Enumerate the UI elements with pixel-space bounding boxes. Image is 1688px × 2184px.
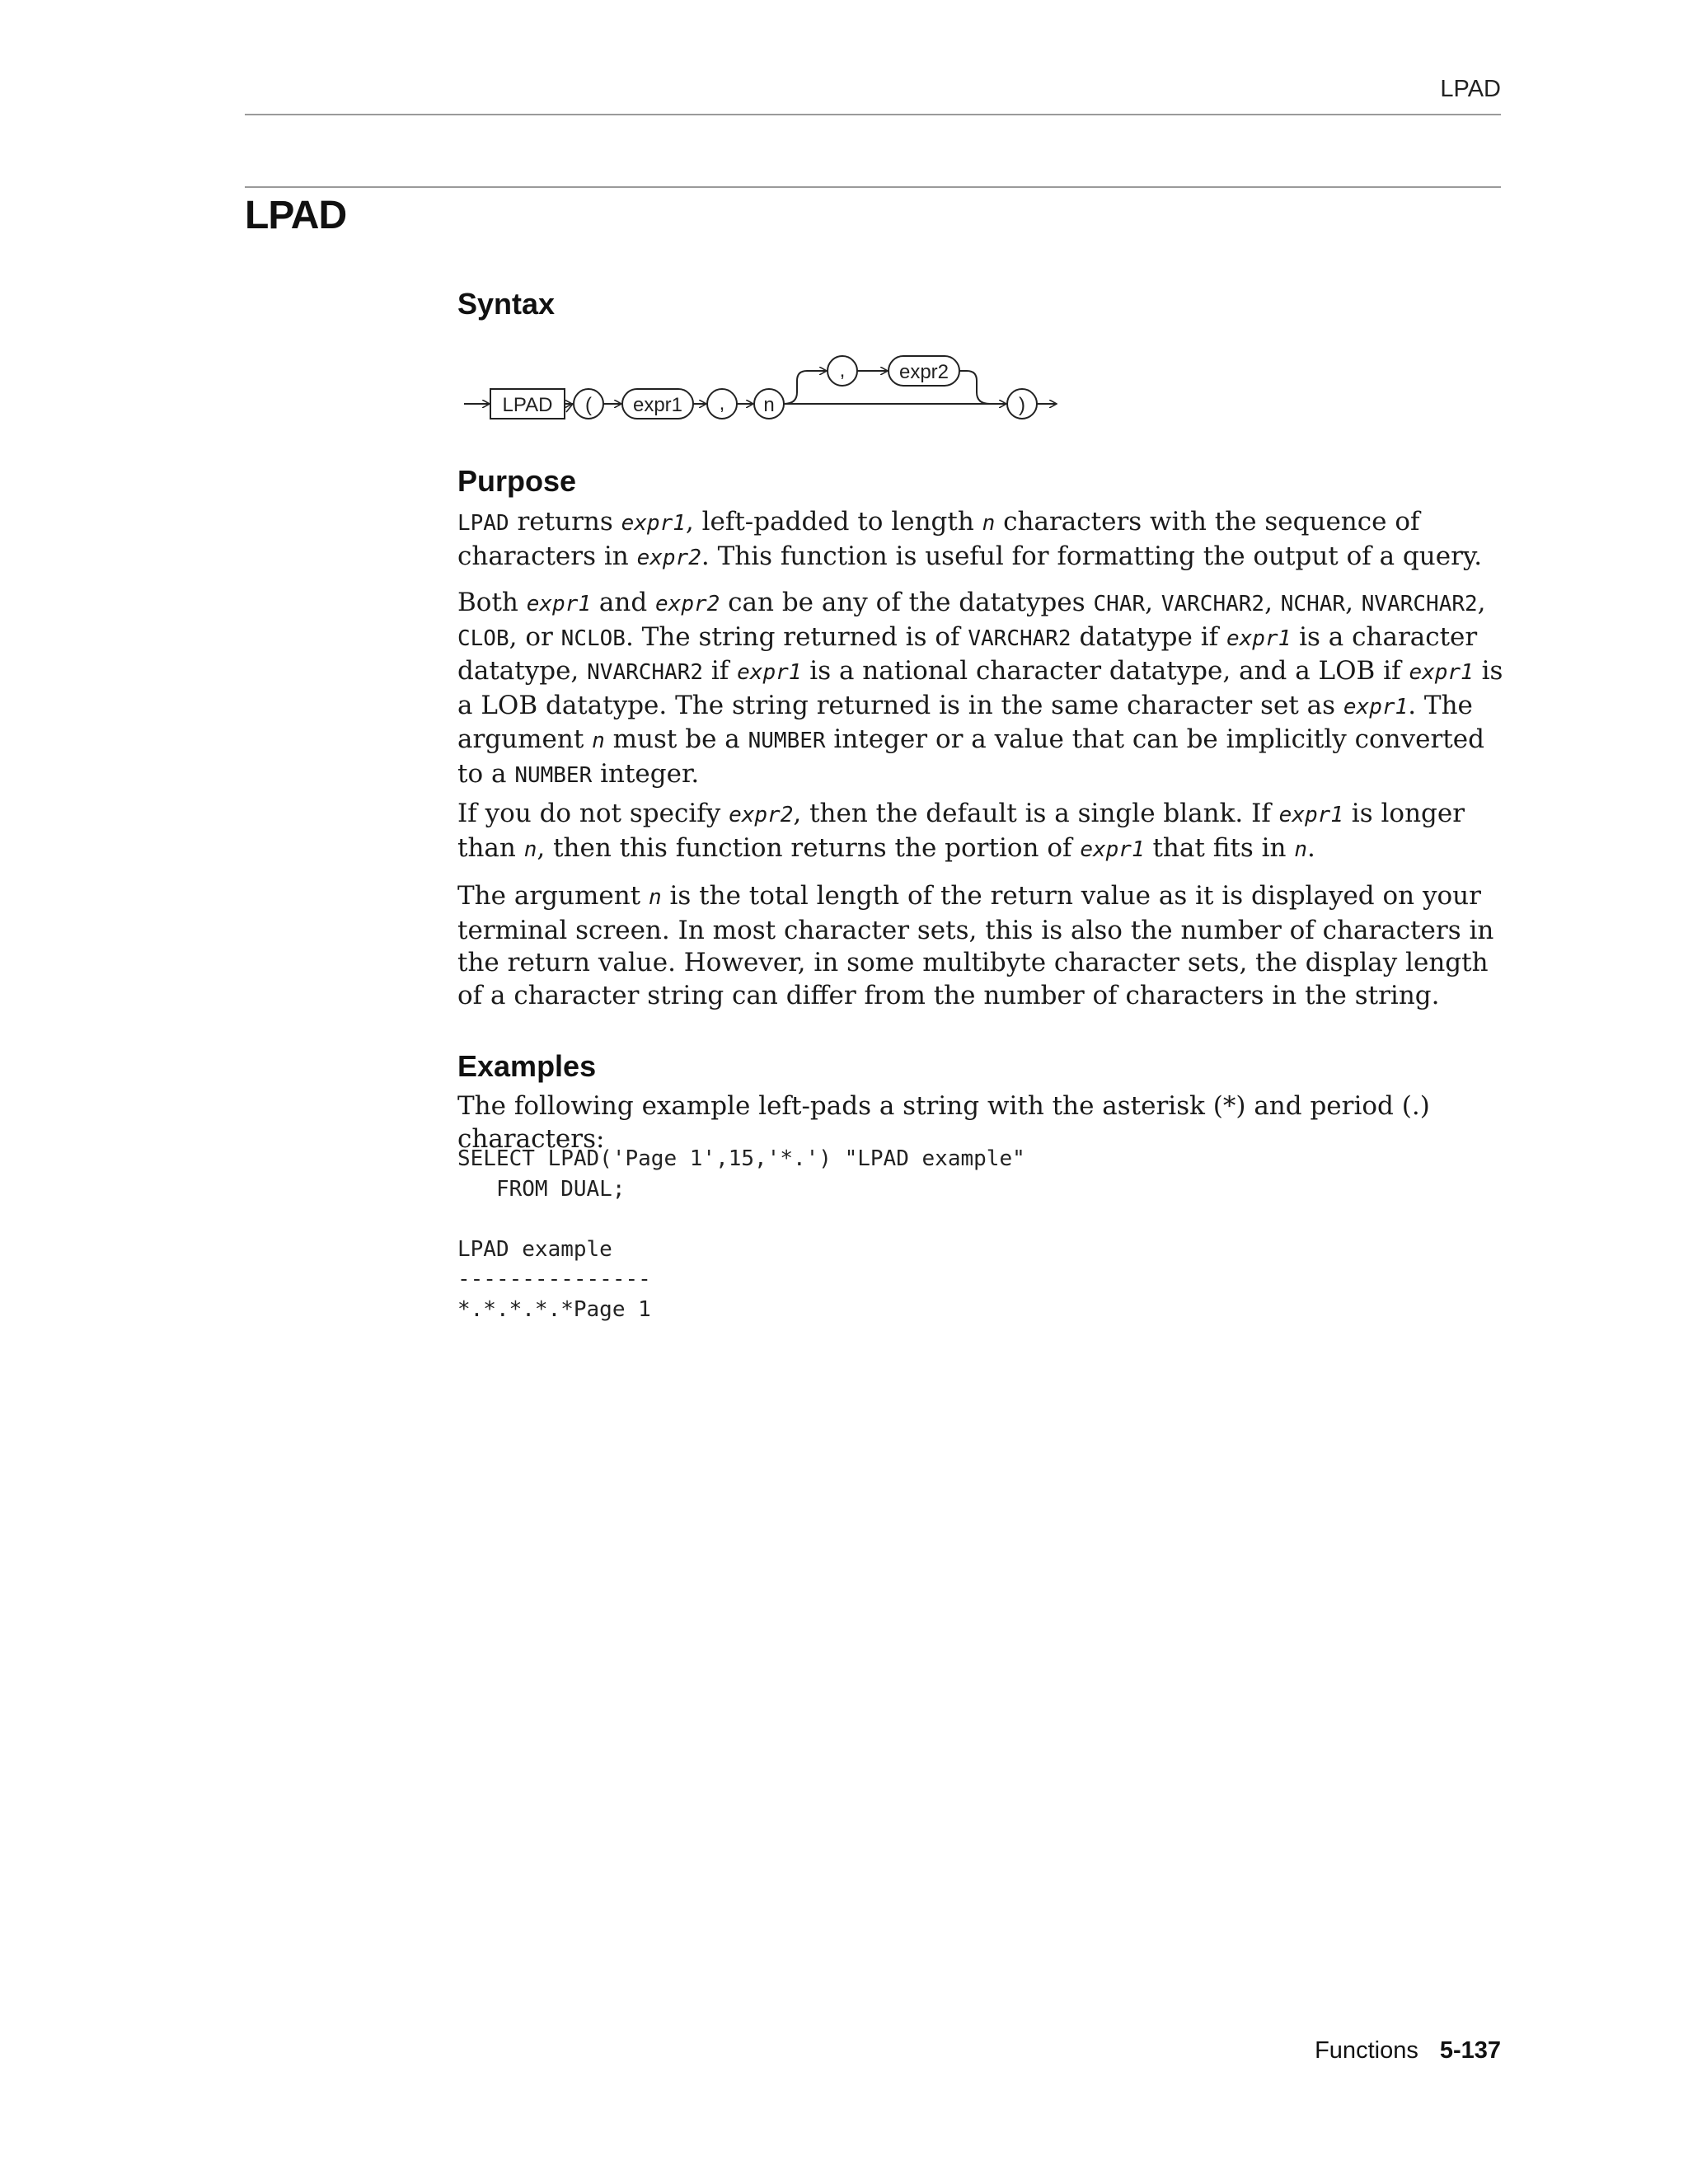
page-footer xyxy=(1315,2037,1501,2064)
purpose-paragraph-1: LPAD returns expr1, left-padded to length n characters with the sequence of characters in expr2. This function is useful for formatting the output of a query. xyxy=(457,507,1483,571)
footer-page-number: 5-137 xyxy=(1439,2037,1501,2064)
header-rule xyxy=(245,114,1501,115)
running-header-title: LPAD xyxy=(1440,76,1501,102)
examples-heading: Examples xyxy=(457,1049,597,1083)
diagram-keyword-lpad: LPAD xyxy=(502,394,553,416)
purpose-paragraph-3: If you do not specify expr2, then the default is a single blank. If expr1 is longer than n, then this function returns the portion of expr1 that fits in n. xyxy=(457,799,1465,863)
code-lpad: LPAD xyxy=(457,511,509,536)
purpose-heading: Purpose xyxy=(457,464,577,498)
diagram-close-paren: ) xyxy=(1019,394,1025,416)
page-title: LPAD xyxy=(245,194,347,237)
diagram-arg-expr1: expr1 xyxy=(632,394,683,416)
purpose-paragraph-4: The argument n is the total length of the return value as it is displayed on your terminal screen. In most character sets, this is also the number of characters in the return value. However, in some multibyte character sets, the display length of a character string can differ from the number of characters in the string. xyxy=(457,881,1494,1010)
diagram-arg-expr2: expr2 xyxy=(898,361,950,383)
footer-section: Functions xyxy=(1315,2037,1418,2064)
example-code-block: SELECT LPAD('Page 1',15,'*.') "LPAD example" FROM DUAL; LPAD example --------------- *.*.*.*.*Page 1 xyxy=(457,1146,1025,1322)
purpose-paragraph-2: Both expr1 and expr2 can be any of the datatypes CHAR, VARCHAR2, NCHAR, NVARCHAR2, CLOB, or NCLOB. The string returned is of VARCHAR2 datatype if expr1 is a character datatype, NVARCHAR2 if expr1 is a national character datatype, and a LOB if expr1 is a LOB datatype. The string returned is in the same character set as expr1. The argument n must be a NUMBER integer or a value that can be implicitly converted to a NUMBER integer. xyxy=(457,588,1503,789)
diagram-arg-n: n xyxy=(763,394,775,416)
diagram-open-paren: ( xyxy=(585,394,592,416)
title-rule xyxy=(245,186,1501,188)
diagram-comma-2: , xyxy=(839,359,846,382)
syntax-diagram xyxy=(457,346,1084,437)
diagram-comma-1: , xyxy=(719,392,725,415)
examples-intro: The following example left-pads a string with the asterisk (*) and period (.) characters: xyxy=(457,1091,1430,1154)
syntax-heading: Syntax xyxy=(457,287,556,321)
